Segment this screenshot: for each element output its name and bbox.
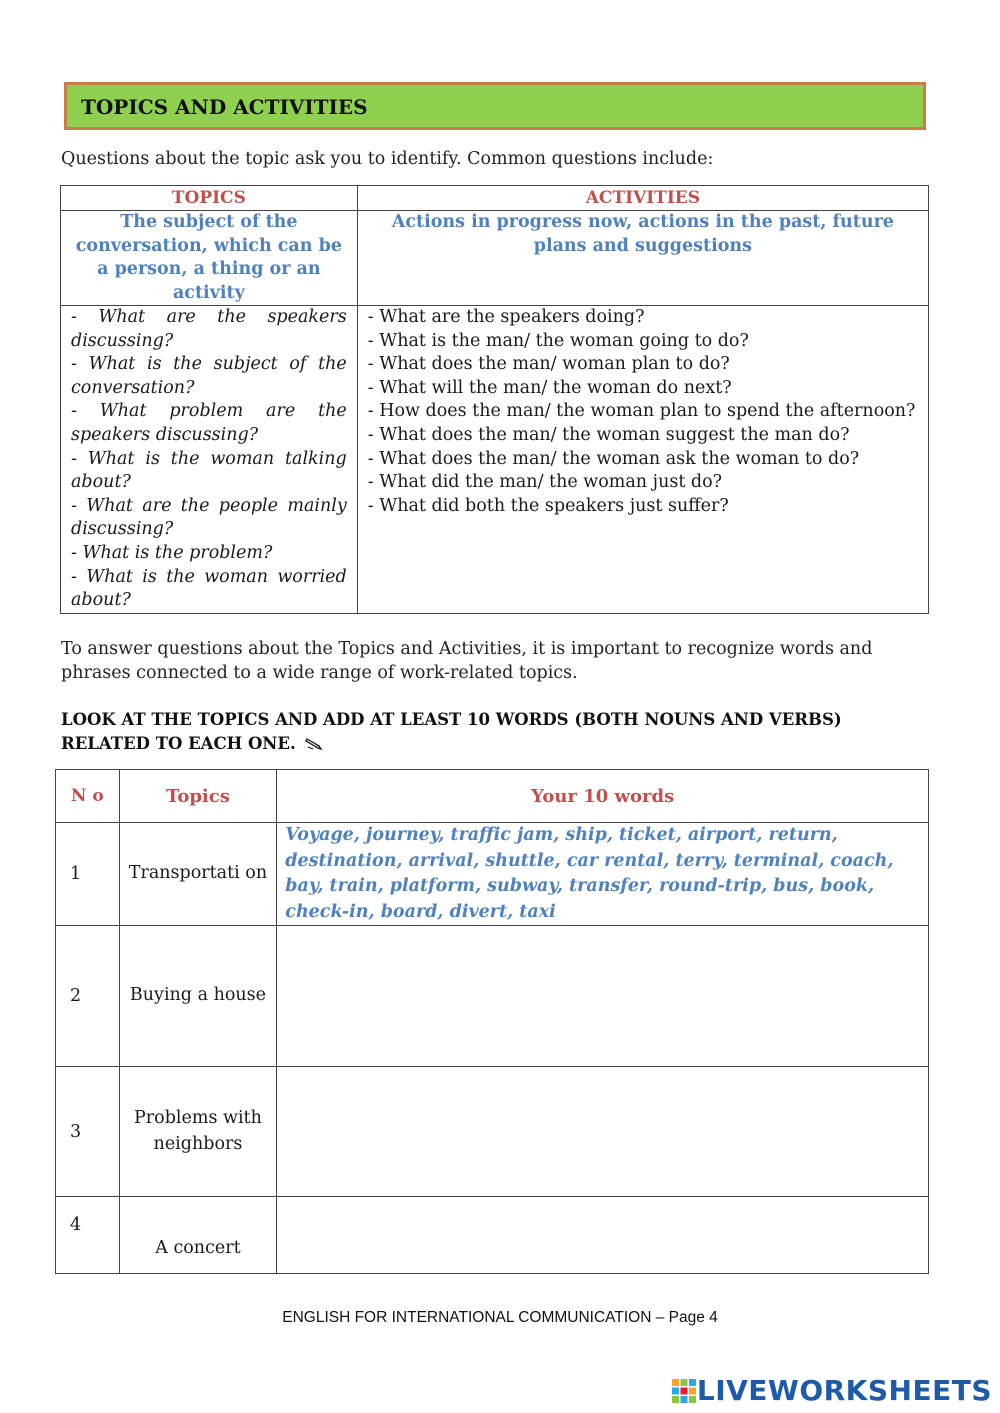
topic-question: - What is the woman worried about?	[71, 566, 347, 611]
activity-question: - What did the man/ the woman just do?	[367, 472, 723, 493]
pencil-icon	[305, 733, 323, 757]
activity-question: - What is the man/ the woman going to do?	[367, 330, 749, 351]
topic-question: - What is the problem?	[71, 542, 273, 563]
row-number: 1	[56, 823, 120, 926]
activity-question: - What does the man/ the woman ask the woman to do?	[367, 448, 860, 469]
words-answer-field[interactable]	[277, 926, 929, 1067]
section-banner	[64, 82, 926, 130]
task-text: LOOK AT THE TOPICS AND ADD AT LEAST 10 WORDS (BOTH NOUNS AND VERBS) RELATED TO EACH ONE.	[61, 710, 842, 753]
words-answer-field[interactable]	[277, 1197, 929, 1274]
vocabulary-table	[55, 769, 929, 1274]
row-topic: Transportati on	[119, 823, 277, 926]
table-row	[56, 1197, 929, 1274]
row-topic: Problems with neighbors	[119, 1067, 277, 1197]
activities-description: Actions in progress now, actions in the past, future plans and suggestions	[357, 211, 928, 306]
logo-blocks-icon	[671, 1378, 697, 1404]
topics-column-header: Topics	[119, 770, 277, 823]
table-row	[56, 1067, 929, 1197]
activities-header: ACTIVITIES	[357, 186, 928, 211]
liveworksheets-logo	[671, 1374, 992, 1407]
row-topic: A concert	[119, 1197, 277, 1274]
activity-question: - What will the man/ the woman do next?	[367, 377, 732, 398]
instruction-paragraph: To answer questions about the Topics and Activities, it is important to recognize words and phrases connected to a wide range of work-related topics.	[61, 639, 873, 683]
activity-question: - What does the man/ the woman suggest the man do?	[367, 424, 850, 445]
row-number: 2	[56, 926, 120, 1067]
table-row	[56, 823, 929, 926]
activity-question: - How does the man/ the woman plan to spend the afternoon?	[367, 401, 916, 422]
table-row	[56, 926, 929, 1067]
topic-question: - What problem are the speakers discussing?	[71, 401, 347, 445]
section-title: TOPICS AND ACTIVITIES	[81, 95, 368, 119]
activity-question: - What does the man/ woman plan to do?	[367, 354, 730, 375]
row-topic: Buying a house	[119, 926, 277, 1067]
words-answer-field[interactable]	[277, 1067, 929, 1197]
brand-name: LIVEWORKSHEETS	[696, 1374, 992, 1407]
activity-question: - What did both the speakers just suffer?	[367, 495, 729, 516]
row-number: 3	[56, 1067, 120, 1197]
topics-header: TOPICS	[61, 186, 358, 211]
topic-question: - What is the woman talking about?	[71, 448, 347, 493]
activity-questions	[357, 306, 928, 614]
words-answer-field[interactable]: Voyage, journey, traffic jam, ship, ticket, airport, return, destination, arrival, shuttle, car rental, terry, terminal, coach, bay, train, platform, subway, transfer, round-trip, bus, book, check-in, board, divert, taxi	[277, 823, 929, 926]
topics-activities-table	[60, 185, 929, 614]
task-instruction	[61, 708, 931, 757]
activity-question: - What are the speakers doing?	[367, 307, 645, 327]
topic-question: - What are the speakers discussing?	[71, 307, 347, 351]
topic-question: - What are the people mainly discussing?	[71, 495, 347, 540]
topic-questions	[61, 306, 358, 614]
page-footer: ENGLISH FOR INTERNATIONAL COMMUNICATION – Page 4	[282, 1309, 718, 1326]
words-column-header: Your 10 words	[277, 770, 929, 823]
topics-description: The subject of the conversation, which can be a person, a thing or an activity	[61, 211, 358, 306]
row-number: 4	[56, 1197, 120, 1274]
intro-text: Questions about the topic ask you to identify. Common questions include:	[61, 149, 714, 169]
number-header: N o	[56, 770, 120, 823]
topic-question: - What is the subject of the conversation?	[71, 354, 347, 398]
